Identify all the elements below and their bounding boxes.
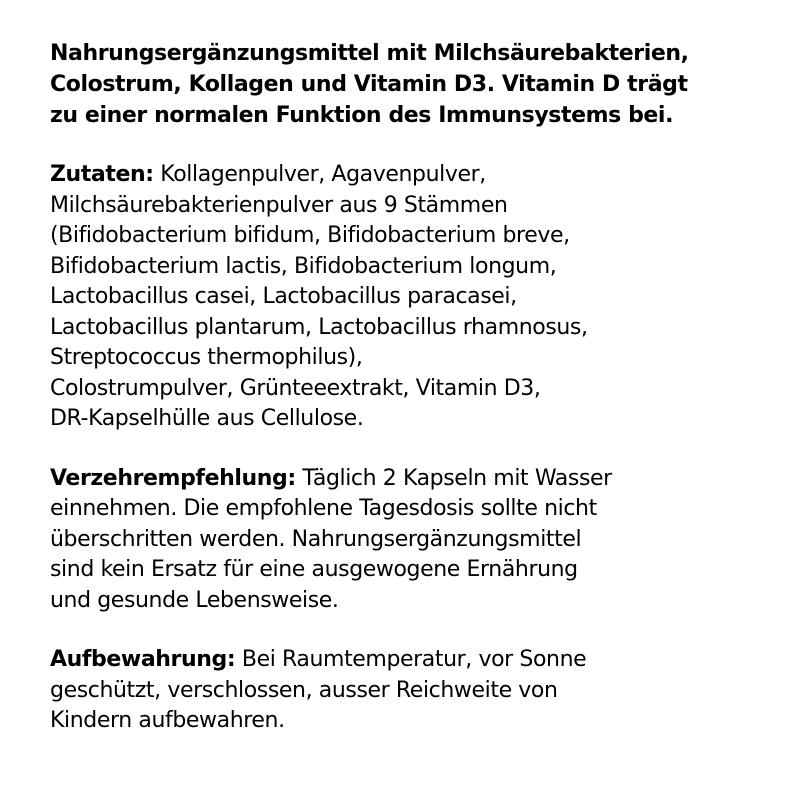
ingredients-line: Lactobacillus casei, Lactobacillus paracasei, <box>50 284 517 309</box>
dosage-line: und gesunde Lebensweise. <box>50 587 339 613</box>
ingredients-line: Streptococcus thermophilus), <box>50 345 363 370</box>
ingredients-label: Zutaten: <box>50 162 154 187</box>
storage-line: geschützt, verschlossen, ausser Reichweite von <box>50 677 558 703</box>
storage-first-line <box>50 645 770 676</box>
dosage-section <box>50 464 770 617</box>
ingredients-line: Milchsäurebakterienpulver aus 9 Stämmen <box>50 192 508 218</box>
product-label-text <box>50 38 770 766</box>
storage-line: Kindern aufbewahren. <box>50 708 285 733</box>
description-line: zu einer normalen Funktion des Immunsystems bei. <box>50 103 674 128</box>
ingredients-line: Lactobacillus plantarum, Lactobacillus rhamnosus, <box>50 314 588 340</box>
ingredients-line: Bifidobacterium lactis, Bifidobacterium longum, <box>50 253 557 279</box>
product-description <box>50 38 770 131</box>
storage-section <box>50 645 770 737</box>
dosage-text: Täglich 2 Kapseln mit Wasser <box>295 465 612 491</box>
ingredients-line: (Bifidobacterium bifidum, Bifidobacterium breve, <box>50 223 570 248</box>
ingredients-section <box>50 160 770 435</box>
ingredients-first-line <box>50 160 770 191</box>
description-line: Nahrungsergänzungsmittel mit Milchsäurebakterien, <box>50 41 689 66</box>
ingredients-text: Kollagenpulver, Agavenpulver, <box>153 162 486 187</box>
dosage-label: Verzehrempfehlung: <box>50 465 296 491</box>
description-line: Colostrum, Kollagen und Vitamin D3. Vitamin D trägt <box>50 72 688 97</box>
ingredients-line: DR-Kapselhülle aus Cellulose. <box>50 406 364 431</box>
dosage-line: sind kein Ersatz für eine ausgewogene Ernährung <box>50 557 578 582</box>
storage-text: Bei Raumtemperatur, vor Sonne <box>235 647 587 672</box>
dosage-first-line <box>50 464 770 495</box>
dosage-line: einnehmen. Die empfohlene Tagesdosis sollte nicht <box>50 496 597 521</box>
dosage-line: überschritten werden. Nahrungsergänzungsmittel <box>50 526 582 552</box>
ingredients-line: Colostrumpulver, Grünteeextrakt, Vitamin D3, <box>50 375 541 401</box>
storage-label: Aufbewahrung: <box>50 647 236 672</box>
